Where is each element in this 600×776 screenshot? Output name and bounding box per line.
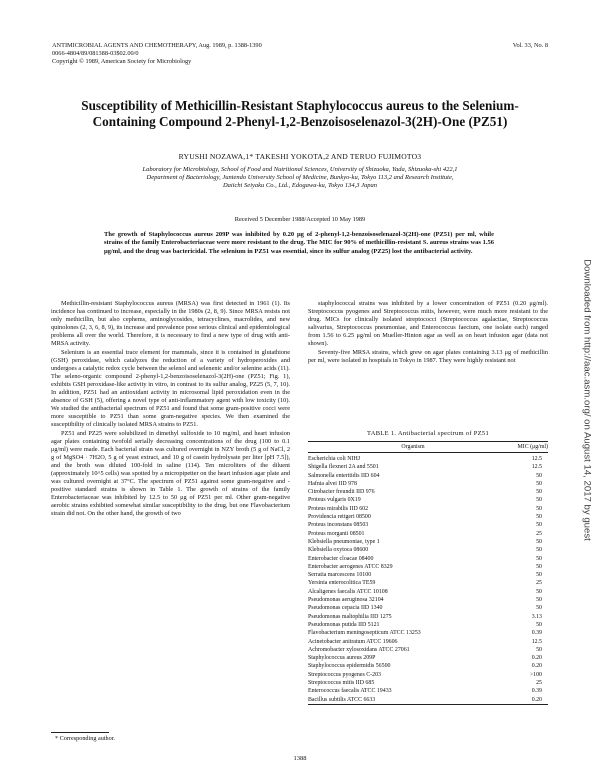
table-row [308,538,548,546]
affiliation-line: Daiichi Seiyaku Co., Ltd., Edogawa-ku, Tokyo 134,3 Japan [222,182,378,189]
body-column-left [51,300,290,519]
footnote: * Corresponding author. [55,735,115,742]
mic-cell: 0.20 [531,655,542,662]
table-row [308,513,548,521]
mic-cell: 50 [536,646,542,653]
received-date: Received 5 December 1988/Accepted 10 May 1989 [234,216,366,223]
organism-cell: Acinetobacter anitratum ATCC 19606 [308,638,398,645]
abstract: The growth of Staphylococcus aureus 209P was inhibited by 0.20 μg of 2-phenyl-1,2-benzoisoselenazol-3(2H)-one (PZ51) per ml, while strains of the family Enterobacteriaceae were more resistant to the drug. The MIC for 90% of methicillin-resistant S. aureus strains was 1.56 μg/ml, and the drug was bactericidal. The selenium in PZ51 was essential, since its sulfur analog (PZ25) lost the antibacterial activity. [104,231,494,255]
mic-cell: 50 [536,489,542,496]
mic-cell: 12.5 [531,456,542,462]
organism-cell: Alcaligenes faecalis ATCC 10108 [308,588,388,595]
table-row [308,480,548,488]
page-number: 1388 [293,755,307,762]
table-row [308,463,548,471]
table-row [308,604,548,612]
column-header-organism: Organism [401,444,425,450]
mic-cell: 50 [536,621,542,628]
table-row [308,621,548,629]
table-row [308,696,548,704]
mic-cell: 50 [536,572,542,579]
organism-cell: Escherichia coli NIHJ [308,456,361,462]
organism-cell: Staphylococcus aureus 209P [308,655,376,662]
table-row [308,505,548,513]
table-row [308,488,548,496]
affiliation-line: Department of Bacteriology, Juntendo University School of Medicine, Bunkyo-ku, Tokyo 113,2 and Research Institute, [146,174,454,181]
antibacterial-spectrum-table [308,441,548,705]
mic-cell: 50 [536,597,542,604]
table-row [308,588,548,596]
body-paragraph: Selenium is an essential trace element for mammals, since it is contained in glutathione (GSH) peroxidase, which catalyzes the reduction of a variety of hydroperoxides and undergoes a catalytic redox cycle between the selenol and selenenic and/or selenine acids (11). The seleno-organic compound 2-phenyl-1,2-benzoisoselenazol-3(2H)-one (PZ51; Fig. 1), exhibits GSH peroxidase-like activity in vitro, in contrast to its sulfur analog, PZ25 (5, 7, 10). In addition, PZ51 had an antioxidant activity in microsomal lipid peroxidation even in the absence of GSH (5), offering a novel type of anti-inflammatory agent with low toxicity (10). We studied the antibacterial spectrum of PZ51 and found that some gram-positive cocci were more susceptible to PZ51 than some gram-negative species. We then examined the susceptibility of clinically isolated MRSA strains to PZ51. [51,348,290,429]
table-row [308,629,548,637]
table-row [308,530,548,538]
affiliation-line: Laboratory for Microbiology, School of Food and Nutritional Sciences, University of Shizuoka, Yada, Shizuoka-shi 422,1 [142,166,458,173]
issn-line: 0066-4804/89/081388-03$02.00/0 [52,50,139,57]
organism-cell: Klebsiella oxytoca 08600 [308,547,369,554]
mic-cell: 50 [536,563,542,570]
organism-cell: Klebsiella pneumoniae, type 1 [308,538,380,545]
volume-line: Vol. 33, No. 8 [512,42,548,49]
mic-cell: 50 [536,547,542,554]
table-row [308,638,548,646]
mic-cell: 25 [536,530,542,537]
affiliations [50,166,550,190]
table-row [308,555,548,563]
organism-cell: Proteus inconstans 08503 [308,522,369,529]
table-row [308,563,548,571]
organism-cell: Serratia marcescens 10100 [308,572,372,579]
organism-cell: Streptococcus pyogenes C-203 [308,671,381,678]
table-row [308,571,548,579]
table-header [308,441,548,453]
table-row [308,671,548,679]
organism-cell: Proteus morganii 08501 [308,530,365,537]
organism-cell: Flavobacterium meningosepticum ATCC 13253 [308,630,421,637]
table-row [308,521,548,529]
mic-cell: 50 [536,514,542,521]
author-list: RYUSHI NOZAWA,1* TAKESHI YOKOTA,2 AND TERUO FUJIMOTO3 [178,152,422,161]
mic-cell: 25 [536,580,542,587]
mic-cell: 0.20 [531,663,542,670]
table-row [308,579,548,587]
organism-cell: Enterobacter cloacae 08400 [308,555,374,562]
organism-cell: Proteus vulgaris 0X19 [308,497,361,504]
mic-cell: >100 [529,671,542,678]
organism-cell: Providencia rettgeri 08500 [308,514,371,521]
organism-cell: Shigella flexneri 2A and 5501 [308,464,379,471]
mic-cell: 50 [536,505,542,512]
organism-cell: Enterobacter aerogenes ATCC 8329 [308,563,393,570]
organism-cell: Pseudomonas cepacia IID 1340 [308,605,383,612]
mic-cell: 50 [536,538,542,545]
table-row [308,596,548,604]
mic-cell: 50 [536,588,542,595]
mic-cell: 0.20 [531,696,542,703]
organism-cell: Pseudomonas putida IID 5121 [308,621,380,628]
body-column-right [308,300,548,365]
organism-cell: Hafnia alvei IID 978 [308,480,357,487]
organism-cell: Enterococcus faecalis ATCC 19433 [308,688,392,695]
table-row [308,654,548,662]
organism-cell: Citrobacter freundii IID 976 [308,489,375,496]
body-paragraph: PZ51 and PZ25 were solubilized in dimethyl sulfoxide to 10 mg/ml, and heart infusion agar plates containing twofold serially decreasing concentrations of the drug (100 to 0.1 μg/ml) were made. Each bacterial strain was cultured overnight in NZY broth (5 g of NaCl, 2 g of MgSO4 · 7H2O, 5 g of yeast extract, and 10 g of casein hydrolysate per liter [pH 7.5]), and the broth was diluted 100-fold in saline (114). Ten microliters of the diluent (approximately 10^5 cells) was spotted by a micropipetter on the heart infusion agar plate and was cultured overnight at 37°C. The spectrum of PZ51 against some gram-negative and -positive standard strains is shown in Table 1. The growth of strains of the family Enterobacteriaceae was inhibited by 12.5 to 50 μg of PZ51 per ml. Other gram-negative aerobic strains exhibited somewhat similar susceptibility to the drug, but one Flavobacterium strain did not. On the other hand, the growth of two [51,429,290,518]
mic-cell: 25 [536,680,542,687]
mic-cell: 3.13 [531,613,542,620]
table-body [308,453,548,705]
mic-cell: 0.39 [531,688,542,695]
mic-cell: 50 [536,497,542,504]
organism-cell: Salmonella enteritidis IID 604 [308,472,380,479]
mic-cell: 0.39 [531,630,542,637]
organism-cell: Pseudomonas maltophilia IID 1275 [308,613,392,620]
table-row [308,662,548,670]
mic-cell: 50 [536,605,542,612]
body-paragraph: staphylococcal strains was inhibited by a lower concentration of PZ51 (0.20 μg/ml). Streptococcus pyogenes and Streptococcus mitis, however, were much more resistant to the drug. MICs for clinically isolated streptococci (Streptococcus agalactiae, Streptococcus salivarius, Streptococcus pneumoniae, and Enterococcus faecium, one isolate each) ranged from 1.56 to 6.25 μg/ml on Mueller-Hinton agar as well as on heart infusion agar (data not shown). [308,300,548,348]
organism-cell: Bacillus subtilis ATCC 6633 [308,696,376,703]
column-header-mic: MIC (μg/ml) [517,444,548,450]
journal-header [52,42,312,66]
table-row [308,546,548,554]
organism-cell: Streptococcus mitis IID 685 [308,680,375,687]
footnote-divider [51,732,109,733]
organism-cell: Staphylococcus epidermidis 56500 [308,663,391,670]
organism-cell: Yersinia enterocolitica TE59 [308,580,376,587]
mic-cell: 50 [536,472,542,479]
table-row [308,687,548,695]
mic-cell: 50 [536,480,542,487]
table-row [308,496,548,504]
mic-cell: 12.5 [531,464,542,471]
mic-cell: 12.5 [531,638,542,645]
table-row [308,472,548,480]
table-row [308,455,548,463]
organism-cell: Pseudomonas aeruginosa 32104 [308,597,384,604]
download-watermark [577,190,597,610]
organism-cell: Proteus mirabilis IID 602 [308,505,369,512]
table-row [308,646,548,654]
mic-cell: 50 [536,555,542,562]
article-title: Susceptibility of Methicillin-Resistant Staphylococcus aureus to the Selenium-Containing Compound 2-Phenyl-1,2-Benzoisoselenazol-3(2H)-One (PZ51) [81,98,519,129]
download-watermark-text: Downloaded from http://aac.asm.org/ on August 14, 2017 by guest [581,259,593,541]
mic-cell: 50 [536,522,542,529]
copyright-line: Copyright © 1989, American Society for Microbiology [52,58,192,65]
journal-line: ANTIMICROBIAL AGENTS AND CHEMOTHERAPY, Aug. 1989, p. 1388-1390 [52,42,262,49]
body-paragraph: Seventy-five MRSA strains, which grew on agar plates containing 3.13 μg of methicillin per ml, were isolated in hospitals in Tokyo in 1987. They were highly resistant not [308,348,548,364]
table-row [308,679,548,687]
table-row [308,613,548,621]
organism-cell: Achromobacter xylosoxidans ATCC 27061 [308,646,410,653]
table-caption: TABLE 1. Antibacterial spectrum of PZ51 [366,430,489,437]
body-paragraph: Methicillin-resistant Staphylococcus aureus (MRSA) was first detected in 1961 (1). Its incidence has continued to increase, especially in the 1980s (2, 8, 9). Since MRSA resists not only methicillin, but also cephems, aminoglycosides, tetracyclines, macrolides, and new quinolones (2, 3, 6, 8, 9), its increase and prevalence pose serious clinical and epidemiological problems all over the world. Therefore, it is necessary to find a new type of drug with anti-MRSA activity. [51,300,290,348]
